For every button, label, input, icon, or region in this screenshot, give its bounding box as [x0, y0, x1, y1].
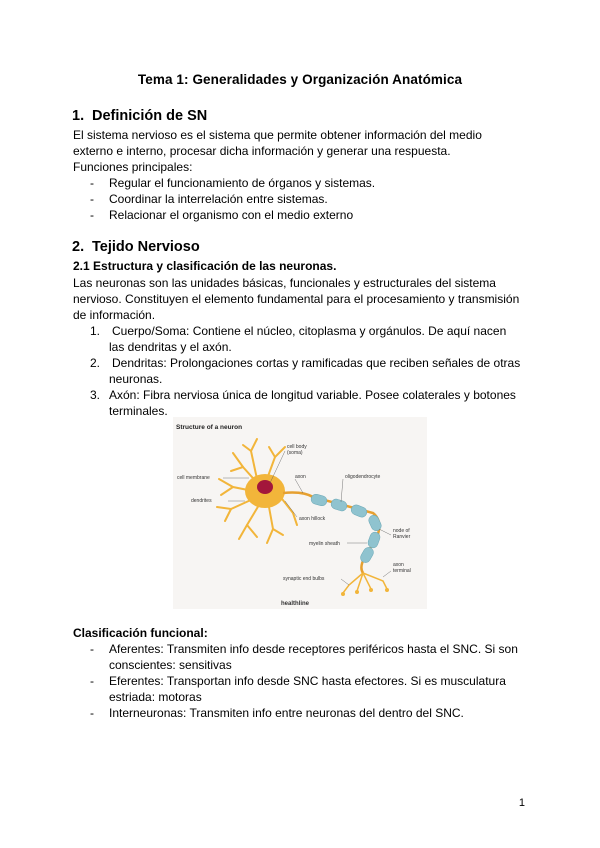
section-1-paragraph [73, 127, 543, 175]
list-item [73, 705, 543, 721]
dash-marker: - [90, 192, 94, 206]
neuron-parts-list [73, 323, 545, 419]
list-item-text: Dendritas: Prolongaciones cortas y ramificadas que reciben señales de otras [112, 356, 521, 370]
list-item [73, 387, 545, 419]
paragraph-line: externo e interno, procesar dicha información y generar una respuesta. [73, 144, 451, 158]
list-item-text: Cuerpo/Soma: Contiene el núcleo, citoplasma y orgánulos. De aquí nacen [112, 324, 507, 338]
list-item-text: Relacionar el organismo con el medio externo [109, 208, 354, 222]
label-synaptic-end-bulbs: synaptic end bulbs [283, 576, 325, 582]
figure-title: Structure of a neuron [176, 424, 243, 431]
functions-list [73, 175, 543, 223]
label-axon-terminal-2: terminal [393, 568, 411, 574]
label-axon-terminal: axon [393, 562, 404, 568]
label-myelin-sheath: myelin sheath [309, 541, 340, 547]
functional-heading: Clasificación funcional: [73, 626, 208, 640]
list-item [73, 175, 543, 191]
label-dendrites: dendrites [191, 498, 212, 504]
neuron-figure [173, 417, 427, 609]
dash-marker: - [90, 674, 94, 688]
list-item [73, 673, 543, 705]
list-item-text: Interneuronas: Transmiten info entre neuronas del dentro del SNC. [109, 706, 464, 720]
list-item-text: neuronas. [109, 372, 163, 386]
label-ranvier: Ranvier [393, 534, 411, 540]
paragraph-line: El sistema nervioso es el sistema que permite obtener información del medio [73, 128, 482, 142]
axon-terminal-drawing [343, 573, 387, 593]
number-marker: 3. [90, 388, 101, 402]
list-item-text: terminales. [109, 404, 168, 418]
list-item-text: conscientes: sensitivas [109, 658, 232, 672]
list-item-text: Aferentes: Transmiten info desde receptores periféricos hasta el SNC. Si son [109, 642, 518, 656]
figure-credit: healthline [281, 601, 310, 607]
label-node-of: node of [393, 528, 410, 534]
document-title: Tema 1: Generalidades y Organización Anatómica [137, 72, 463, 87]
section-1-title: Definición de SN [92, 108, 208, 124]
section-1-heading [72, 108, 208, 124]
list-item [73, 191, 543, 207]
functional-list [73, 641, 543, 721]
synaptic-bulbs-drawing [341, 588, 389, 596]
label-cell-membrane: cell membrane [177, 475, 210, 481]
functions-label: Funciones principales: [73, 160, 193, 174]
label-oligodendrocyte: oligodendrocyte [345, 474, 381, 480]
label-axon: axon [295, 474, 306, 480]
dash-marker: - [90, 642, 94, 656]
list-item-text: Regular el funcionamiento de órganos y sistemas. [109, 176, 376, 190]
label-axon-hillock: axon hillock [299, 516, 326, 522]
section-2-number: 2. [72, 239, 85, 255]
list-item [73, 355, 545, 387]
section-2-heading [72, 239, 200, 255]
list-item [73, 323, 545, 355]
paragraph-line: nervioso. Constituyen el elemento fundamental para el procesamiento y transmisión [73, 292, 520, 306]
list-item-text: Coordinar la interrelación entre sistemas. [109, 192, 328, 206]
dash-marker: - [90, 706, 94, 720]
paragraph-line: de información. [73, 308, 156, 322]
dash-marker: - [90, 208, 94, 222]
myelin-sheath-drawing [310, 493, 383, 564]
dash-marker: - [90, 176, 94, 190]
list-item [73, 207, 543, 223]
subsection-heading: 2.1 Estructura y clasificación de las neuronas. [73, 259, 337, 273]
label-cell-body: cell body [287, 444, 307, 450]
list-item-text: estriada: motoras [109, 690, 202, 704]
list-item [73, 641, 543, 673]
section-1-number: 1. [72, 108, 85, 124]
number-marker: 2. [90, 356, 101, 370]
number-marker: 1. [90, 324, 101, 338]
list-item-text: Eferentes: Transportan info desde SNC hasta efectores. Si es musculatura [109, 674, 506, 688]
section-2-paragraph [73, 275, 543, 323]
section-2-title: Tejido Nervioso [92, 239, 200, 255]
list-item-text: Axón: Fibra nerviosa única de longitud variable. Posee colaterales y botones [109, 388, 516, 402]
label-soma: (soma) [287, 450, 303, 456]
list-item-text: las dendritas y el axón. [109, 340, 232, 354]
neuron-diagram [173, 417, 427, 609]
paragraph-line: Las neuronas son las unidades básicas, funcionales y estructurales del sistema [73, 276, 496, 290]
page-number: 1 [518, 797, 525, 809]
